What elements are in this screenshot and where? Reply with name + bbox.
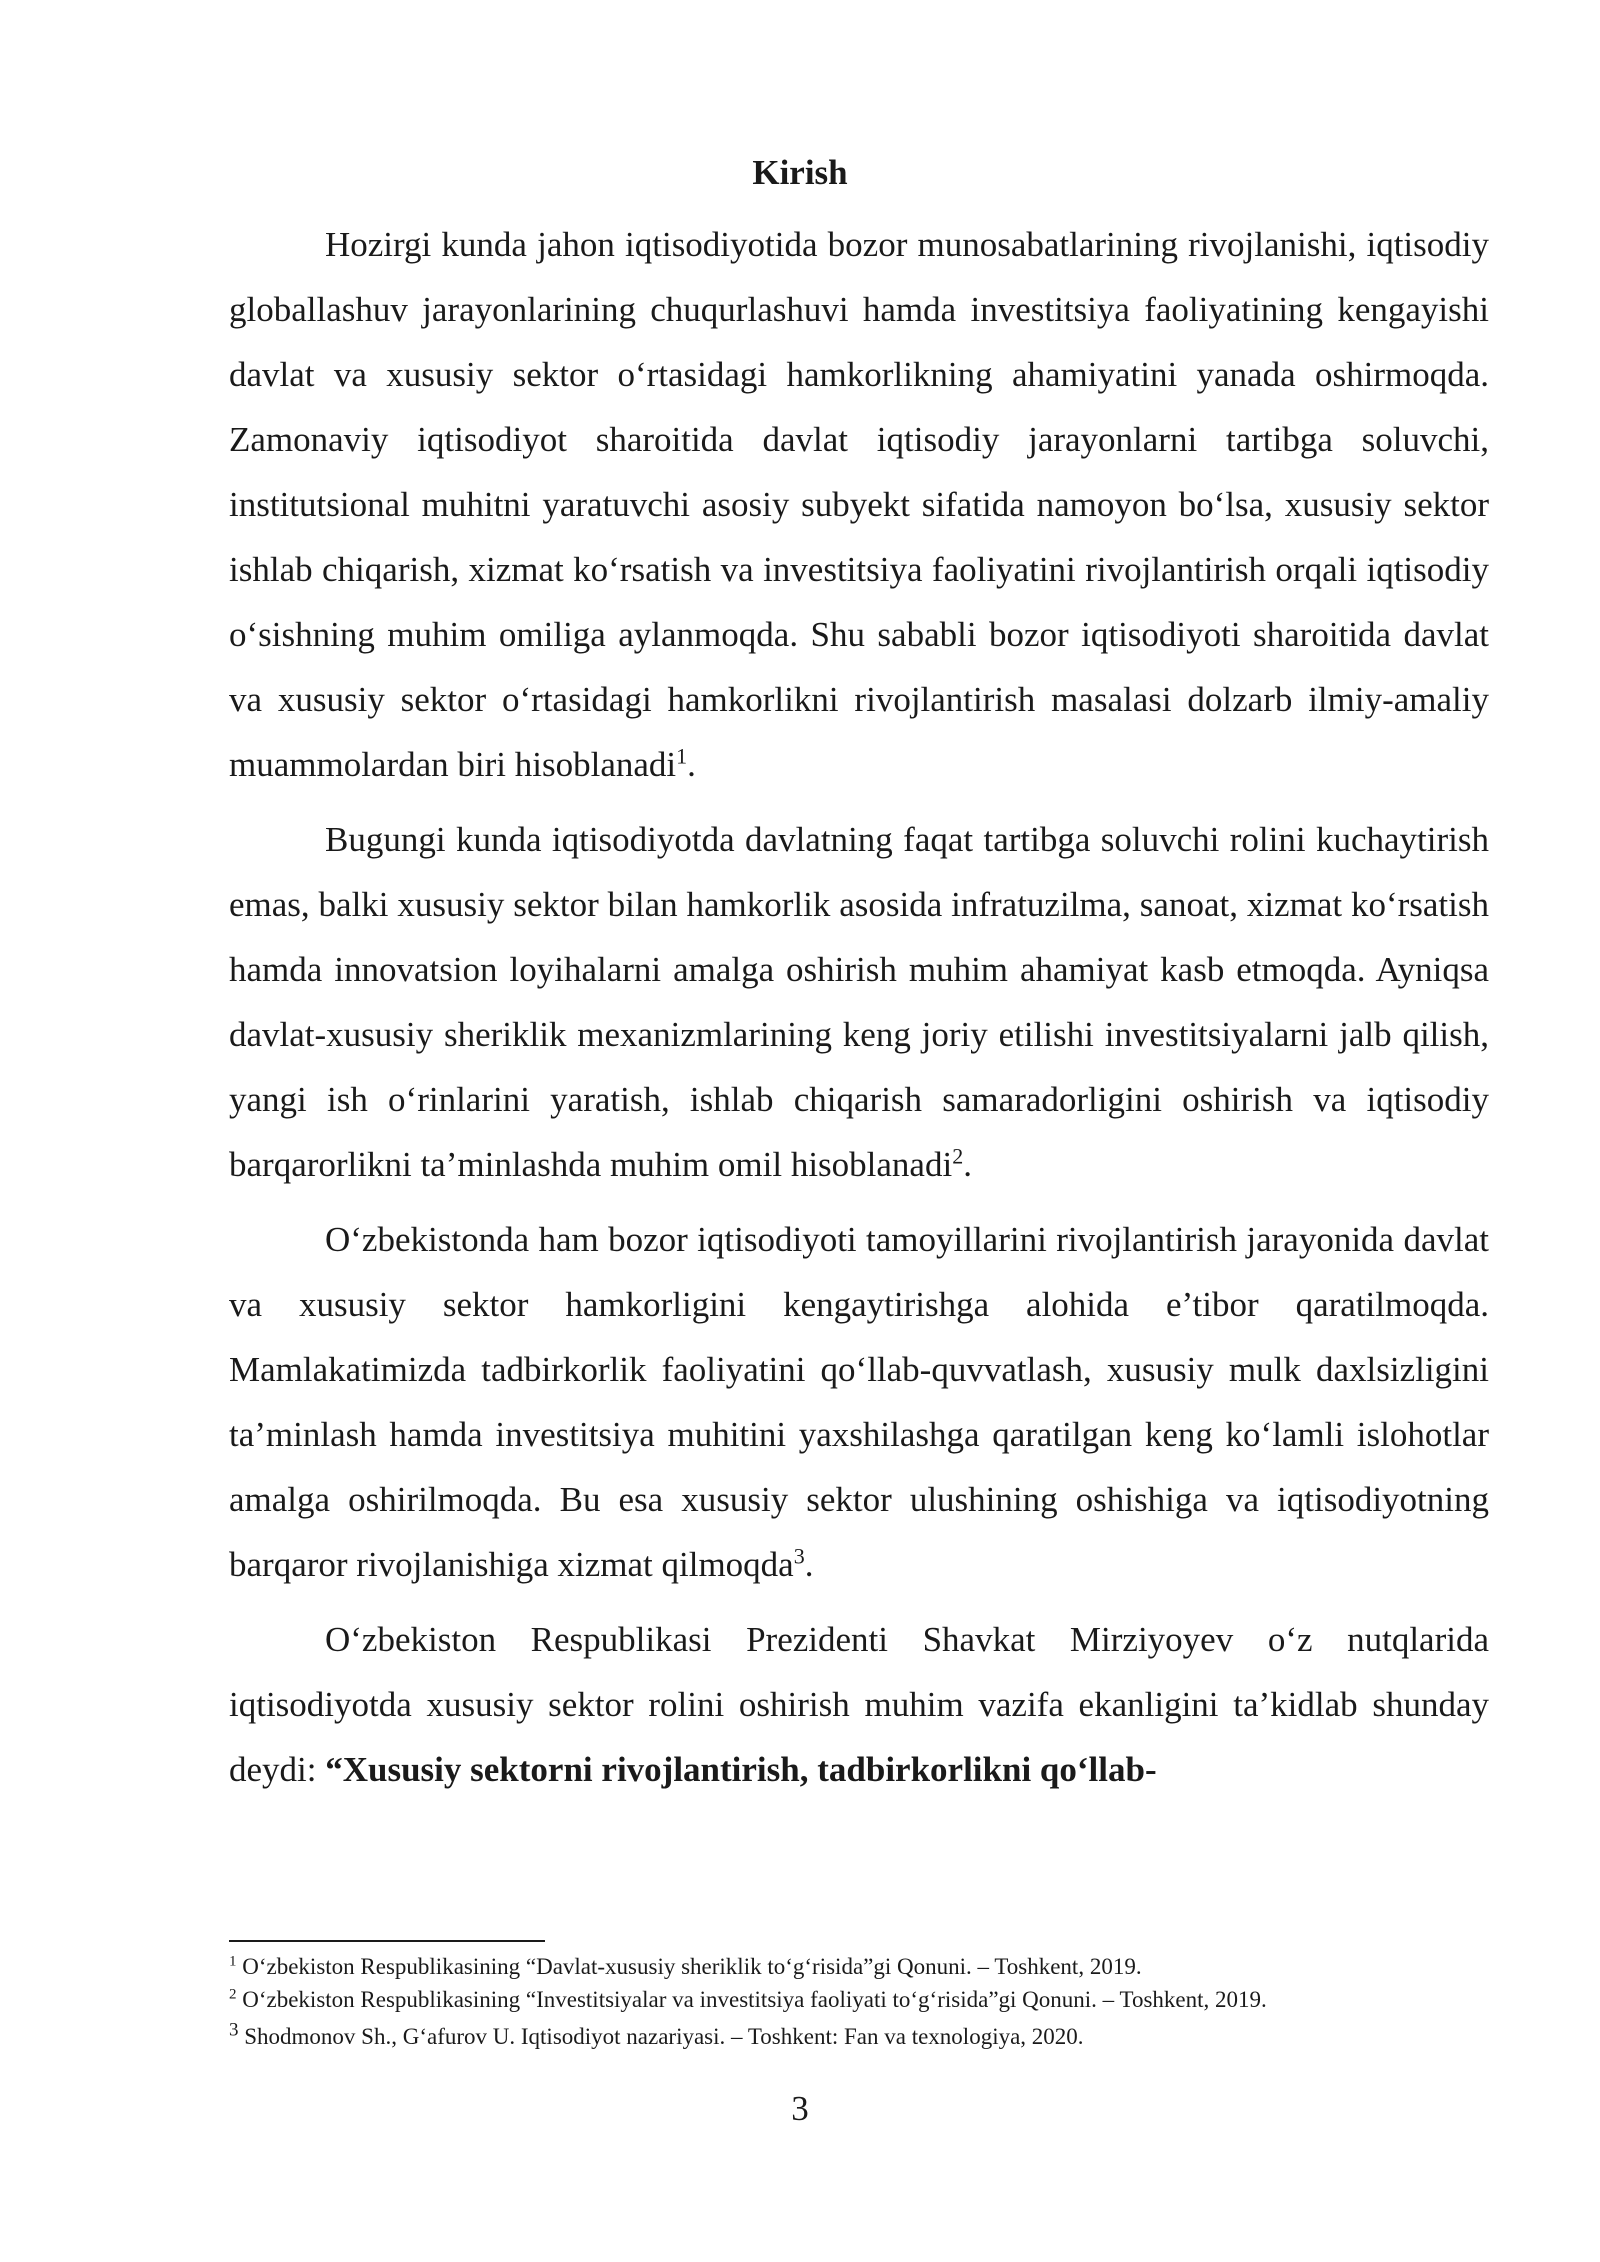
footnote-3	[229, 2020, 1509, 2053]
president-quote: “Xususiy sektorni rivojlantirish, tadbirkorlikni qoʻllab-	[325, 1750, 1157, 1789]
footnote-2	[229, 1983, 1509, 2016]
paragraph-text: Bugungi kunda iqtisodiyotda davlatning faqat tartibga soluvchi rolini kuchaytirish emas, balki xususiy sektor bilan hamkorlik asosida infratuzilma, sanoat, xizmat koʻrsatish hamda innovatsion loyihalarni amalga oshirish muhim ahamiyat kasb etmoqda. Ayniqsa davlat-xususiy sheriklik mexanizmlarining keng joriy etilishi investitsiyalarni jalb qilish, yangi ish oʻrinlarini yaratish, ishlab chiqarish samaradorligini oshirish va iqtisodiy barqarorlikni ta’minlashda muhim omil hisoblanadi	[229, 820, 1489, 1184]
page-title: Kirish	[752, 153, 848, 192]
footnote-text: Oʻzbekiston Respublikasining “Davlat-xususiy sheriklik toʻgʻrisida”gi Qonuni. – Toshkent, 2019.	[242, 1954, 1142, 1979]
footnote-number: 1	[229, 1953, 237, 1970]
footnote-1	[229, 1950, 1509, 1983]
footnote-ref-1: 1	[676, 743, 688, 769]
paragraph-end: .	[963, 1145, 972, 1184]
paragraph-2	[229, 807, 1489, 1197]
footnote-text: Oʻzbekiston Respublikasining “Investitsiyalar va investitsiya faoliyati toʻgʻrisida”gi Qonuni. – Toshkent, 2019.	[242, 1987, 1267, 2012]
paragraph-end: .	[804, 1545, 814, 1584]
page-number: 3	[791, 2089, 809, 2128]
paragraph-text: Oʻzbekistonda ham bozor iqtisodiyoti tamoyillarini rivojlantirish jarayonida davlat va xususiy sektor hamkorligini kengaytirishga alohida e’tibor qaratilmoqda. Mamlakatimizda tadbirkorlik faoliyatini qoʻllab-quvvatlash, xususiy mulk daxlsizligini ta’minlash hamda investitsiya muhitini yaxshilashga qaratilgan keng koʻlamli islohotlar amalga oshirilmoqda. Bu esa xususiy sektor ulushining oshishiga va iqtisodiyotning barqaror rivojlanishiga xizmat qilmoqda	[229, 1220, 1489, 1584]
paragraph-4	[229, 1607, 1489, 1802]
footnote-separator	[229, 1940, 545, 1942]
footnote-ref-3: 3	[793, 1543, 805, 1569]
paragraph-text: Hozirgi kunda jahon iqtisodiyotida bozor munosabatlarining rivojlanishi, iqtisodiy globallashuv jarayonlarining chuqurlashuvi hamda investitsiya faoliyatining kengayishi davlat va xususiy sektor oʻrtasidagi hamkorlikning ahamiyatini yanada oshirmoqda. Zamonaviy iqtisodiyot sharoitida davlat iqtisodiy jarayonlarni tartibga soluvchi, institutsional muhitni yaratuvchi asosiy subyekt sifatida namoyon boʻlsa, xususiy sektor ishlab chiqarish, xizmat koʻrsatish va investitsiya faoliyatini rivojlantirish orqali iqtisodiy oʻsishning muhim omiliga aylanmoqda. Shu sababli bozor iqtisodiyoti sharoitida davlat va xususiy sektor oʻrtasidagi hamkorlikni rivojlantirish masalasi dolzarb ilmiy-amaliy muammolardan biri hisoblanadi	[229, 225, 1489, 784]
footnote-text: Shodmonov Sh., Gʻafurov U. Iqtisodiyot nazariyasi. – Toshkent: Fan va texnologiya, 2020.	[244, 2024, 1084, 2049]
footnote-number: 2	[229, 1986, 237, 2003]
paragraph-text: Oʻzbekiston Respublikasi Prezidenti Shavkat Mirziyoyev oʻz nutqlarida iqtisodiyotda xususiy sektor rolini oshirish muhim vazifa ekanligini ta’kidlab shunday deydi:	[229, 1620, 1489, 1789]
footnote-number: 3	[229, 2019, 239, 2041]
paragraph-1	[229, 212, 1489, 797]
body-text	[229, 212, 1489, 1802]
paragraph-end: .	[687, 745, 696, 784]
footnotes	[229, 1950, 1509, 2053]
paragraph-3	[229, 1207, 1489, 1597]
footnote-ref-2: 2	[952, 1143, 964, 1169]
